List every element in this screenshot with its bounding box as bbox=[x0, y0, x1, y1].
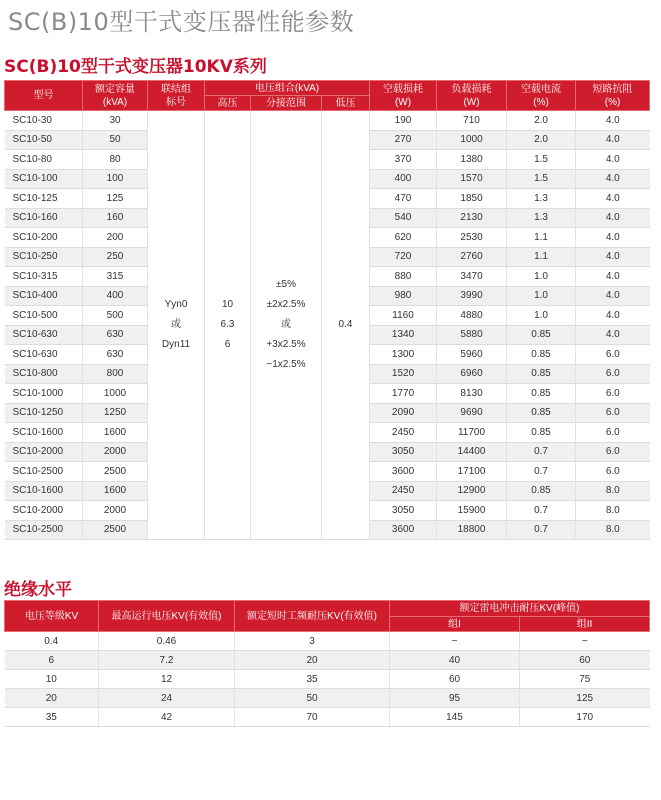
cell-impedance: 6.0 bbox=[576, 345, 650, 365]
cell-voltage-level: 20 bbox=[5, 689, 99, 708]
cell-noload-current: 0.85 bbox=[507, 403, 576, 423]
header-group-1: 组I bbox=[390, 617, 520, 632]
cell-noload-current: 1.5 bbox=[507, 169, 576, 189]
cell-noload-current: 1.3 bbox=[507, 189, 576, 209]
cell-noload-current: 1.5 bbox=[507, 150, 576, 170]
cell-group-2: 170 bbox=[520, 708, 650, 727]
cell-noload-current: 2.0 bbox=[507, 111, 576, 131]
cell-noload-loss: 720 bbox=[370, 247, 437, 267]
cell-load-loss: 3470 bbox=[437, 267, 507, 287]
cell-noload-loss: 1520 bbox=[370, 364, 437, 384]
cell-noload-loss: 3600 bbox=[370, 462, 437, 482]
cell-noload-loss: 540 bbox=[370, 208, 437, 228]
table-row bbox=[5, 111, 650, 131]
header-high-voltage: 高压 bbox=[205, 96, 251, 111]
cell-model: SC10-630 bbox=[5, 325, 83, 345]
cell-model: SC10-200 bbox=[5, 228, 83, 248]
cell-capacity: 80 bbox=[83, 150, 148, 170]
cell-noload-current: 0.85 bbox=[507, 423, 576, 443]
cell-model: SC10-2500 bbox=[5, 520, 83, 540]
header-noload-current: 空载电流 (%) bbox=[507, 81, 576, 111]
cell-noload-loss: 2090 bbox=[370, 403, 437, 423]
cell-max-voltage: 0.46 bbox=[99, 632, 235, 651]
cell-impedance: 4.0 bbox=[576, 150, 650, 170]
cell-short-time: 3 bbox=[235, 632, 390, 651]
cell-impedance: 4.0 bbox=[576, 325, 650, 345]
cell-noload-loss: 400 bbox=[370, 169, 437, 189]
cell-group-1: 40 bbox=[390, 651, 520, 670]
cell-capacity: 400 bbox=[83, 286, 148, 306]
cell-load-loss: 710 bbox=[437, 111, 507, 131]
cell-group-2: 75 bbox=[520, 670, 650, 689]
cell-load-loss: 5880 bbox=[437, 325, 507, 345]
cell-noload-current: 0.85 bbox=[507, 481, 576, 501]
cell-model: SC10-2000 bbox=[5, 501, 83, 521]
cell-impedance: 6.0 bbox=[576, 403, 650, 423]
cell-model: SC10-630 bbox=[5, 345, 83, 365]
header-voltage-combo: 电压组合(kVA) bbox=[205, 81, 370, 96]
insulation-table bbox=[4, 600, 650, 727]
section-title-insulation: 绝缘水平 bbox=[4, 580, 72, 600]
cell-noload-loss: 270 bbox=[370, 130, 437, 150]
cell-noload-loss: 1770 bbox=[370, 384, 437, 404]
cell-model: SC10-250 bbox=[5, 247, 83, 267]
cell-noload-current: 1.1 bbox=[507, 228, 576, 248]
cell-load-loss: 14400 bbox=[437, 442, 507, 462]
header-noload-loss: 空载损耗 (W) bbox=[370, 81, 437, 111]
cell-capacity: 50 bbox=[83, 130, 148, 150]
cell-noload-loss: 370 bbox=[370, 150, 437, 170]
header-capacity: 额定容量 (kVA) bbox=[83, 81, 148, 111]
cell-capacity: 1000 bbox=[83, 384, 148, 404]
cell-tap-range: ±5% ±2x2.5% 或 +3x2.5% −1x2.5% bbox=[251, 111, 322, 540]
cell-capacity: 630 bbox=[83, 325, 148, 345]
cell-load-loss: 17100 bbox=[437, 462, 507, 482]
cell-impedance: 6.0 bbox=[576, 423, 650, 443]
cell-load-loss: 6960 bbox=[437, 364, 507, 384]
cell-group-1: 145 bbox=[390, 708, 520, 727]
table-row bbox=[5, 689, 650, 708]
cell-low-voltage: 0.4 bbox=[322, 111, 370, 540]
cell-noload-loss: 980 bbox=[370, 286, 437, 306]
cell-short-time: 50 bbox=[235, 689, 390, 708]
cell-noload-loss: 1340 bbox=[370, 325, 437, 345]
spec-table-10kv bbox=[4, 80, 650, 540]
section-title-10kv: SC(B)10型干式变压器10KV系列 bbox=[4, 57, 267, 77]
cell-short-time: 20 bbox=[235, 651, 390, 670]
cell-max-voltage: 24 bbox=[99, 689, 235, 708]
cell-noload-current: 0.7 bbox=[507, 520, 576, 540]
cell-load-loss: 3990 bbox=[437, 286, 507, 306]
cell-capacity: 160 bbox=[83, 208, 148, 228]
cell-load-loss: 1000 bbox=[437, 130, 507, 150]
cell-max-voltage: 7.2 bbox=[99, 651, 235, 670]
table-row bbox=[5, 651, 650, 670]
cell-load-loss: 9690 bbox=[437, 403, 507, 423]
cell-load-loss: 2130 bbox=[437, 208, 507, 228]
cell-noload-current: 0.7 bbox=[507, 462, 576, 482]
header-low-voltage: 低压 bbox=[322, 96, 370, 111]
cell-noload-current: 0.85 bbox=[507, 345, 576, 365]
cell-noload-loss: 470 bbox=[370, 189, 437, 209]
cell-capacity: 200 bbox=[83, 228, 148, 248]
cell-noload-current: 0.85 bbox=[507, 384, 576, 404]
header-model: 型号 bbox=[5, 81, 83, 111]
cell-capacity: 1600 bbox=[83, 423, 148, 443]
cell-model: SC10-800 bbox=[5, 364, 83, 384]
cell-capacity: 2500 bbox=[83, 520, 148, 540]
cell-load-loss: 4880 bbox=[437, 306, 507, 326]
cell-load-loss: 11700 bbox=[437, 423, 507, 443]
cell-load-loss: 12900 bbox=[437, 481, 507, 501]
cell-connection-group: Yyn0 或 Dyn11 bbox=[148, 111, 205, 540]
header-impedance: 短路抗阻 (%) bbox=[576, 81, 650, 111]
cell-noload-loss: 3050 bbox=[370, 501, 437, 521]
cell-impedance: 4.0 bbox=[576, 189, 650, 209]
cell-model: SC10-1600 bbox=[5, 423, 83, 443]
cell-voltage-level: 6 bbox=[5, 651, 99, 670]
cell-model: SC10-125 bbox=[5, 189, 83, 209]
cell-impedance: 8.0 bbox=[576, 481, 650, 501]
cell-model: SC10-30 bbox=[5, 111, 83, 131]
cell-noload-current: 2.0 bbox=[507, 130, 576, 150]
cell-model: SC10-1000 bbox=[5, 384, 83, 404]
cell-short-time: 70 bbox=[235, 708, 390, 727]
cell-load-loss: 1570 bbox=[437, 169, 507, 189]
page-title: SC(B)10型干式变压器性能参数 bbox=[8, 8, 355, 36]
cell-noload-loss: 1160 bbox=[370, 306, 437, 326]
cell-group-2: − bbox=[520, 632, 650, 651]
cell-impedance: 4.0 bbox=[576, 267, 650, 287]
header-max-voltage: 最高运行电压KV(有效值) bbox=[99, 601, 235, 632]
cell-load-loss: 2760 bbox=[437, 247, 507, 267]
cell-noload-loss: 620 bbox=[370, 228, 437, 248]
cell-model: SC10-80 bbox=[5, 150, 83, 170]
cell-noload-current: 0.7 bbox=[507, 442, 576, 462]
header-tap-range: 分接范围 bbox=[251, 96, 322, 111]
cell-voltage-level: 10 bbox=[5, 670, 99, 689]
cell-model: SC10-50 bbox=[5, 130, 83, 150]
table-row bbox=[5, 632, 650, 651]
cell-max-voltage: 12 bbox=[99, 670, 235, 689]
cell-impedance: 6.0 bbox=[576, 442, 650, 462]
table-row bbox=[5, 708, 650, 727]
cell-load-loss: 18800 bbox=[437, 520, 507, 540]
cell-model: SC10-160 bbox=[5, 208, 83, 228]
cell-noload-loss: 190 bbox=[370, 111, 437, 131]
cell-capacity: 315 bbox=[83, 267, 148, 287]
cell-high-voltage: 10 6.3 6 bbox=[205, 111, 251, 540]
cell-group-1: 95 bbox=[390, 689, 520, 708]
cell-load-loss: 1850 bbox=[437, 189, 507, 209]
cell-impedance: 6.0 bbox=[576, 384, 650, 404]
cell-short-time: 35 bbox=[235, 670, 390, 689]
cell-impedance: 4.0 bbox=[576, 228, 650, 248]
cell-impedance: 4.0 bbox=[576, 286, 650, 306]
cell-model: SC10-2500 bbox=[5, 462, 83, 482]
cell-capacity: 100 bbox=[83, 169, 148, 189]
cell-noload-current: 1.0 bbox=[507, 267, 576, 287]
header-group: 联结组 标号 bbox=[148, 81, 205, 111]
header-load-loss: 负载损耗 (W) bbox=[437, 81, 507, 111]
cell-model: SC10-1250 bbox=[5, 403, 83, 423]
cell-model: SC10-1600 bbox=[5, 481, 83, 501]
cell-capacity: 630 bbox=[83, 345, 148, 365]
cell-capacity: 1600 bbox=[83, 481, 148, 501]
cell-impedance: 4.0 bbox=[576, 169, 650, 189]
cell-noload-current: 0.85 bbox=[507, 364, 576, 384]
cell-noload-current: 1.0 bbox=[507, 286, 576, 306]
cell-load-loss: 15900 bbox=[437, 501, 507, 521]
cell-noload-current: 1.1 bbox=[507, 247, 576, 267]
cell-capacity: 2000 bbox=[83, 501, 148, 521]
cell-group-1: 60 bbox=[390, 670, 520, 689]
cell-capacity: 2000 bbox=[83, 442, 148, 462]
cell-noload-current: 0.85 bbox=[507, 325, 576, 345]
cell-noload-current: 1.0 bbox=[507, 306, 576, 326]
cell-capacity: 30 bbox=[83, 111, 148, 131]
cell-model: SC10-100 bbox=[5, 169, 83, 189]
cell-noload-current: 1.3 bbox=[507, 208, 576, 228]
cell-capacity: 500 bbox=[83, 306, 148, 326]
cell-noload-loss: 3050 bbox=[370, 442, 437, 462]
cell-noload-loss: 2450 bbox=[370, 481, 437, 501]
cell-voltage-level: 35 bbox=[5, 708, 99, 727]
cell-capacity: 2500 bbox=[83, 462, 148, 482]
cell-impedance: 6.0 bbox=[576, 364, 650, 384]
header-short-time-withstand: 额定短时工频耐压KV(有效值) bbox=[235, 601, 390, 632]
cell-impedance: 6.0 bbox=[576, 462, 650, 482]
cell-impedance: 8.0 bbox=[576, 520, 650, 540]
cell-capacity: 125 bbox=[83, 189, 148, 209]
cell-noload-loss: 3600 bbox=[370, 520, 437, 540]
cell-load-loss: 2530 bbox=[437, 228, 507, 248]
cell-capacity: 800 bbox=[83, 364, 148, 384]
cell-noload-loss: 2450 bbox=[370, 423, 437, 443]
cell-capacity: 1250 bbox=[83, 403, 148, 423]
cell-impedance: 8.0 bbox=[576, 501, 650, 521]
cell-load-loss: 8130 bbox=[437, 384, 507, 404]
cell-impedance: 4.0 bbox=[576, 306, 650, 326]
cell-group-2: 60 bbox=[520, 651, 650, 670]
cell-load-loss: 1380 bbox=[437, 150, 507, 170]
cell-model: SC10-400 bbox=[5, 286, 83, 306]
cell-max-voltage: 42 bbox=[99, 708, 235, 727]
header-group-2: 组II bbox=[520, 617, 650, 632]
table-row bbox=[5, 670, 650, 689]
cell-impedance: 4.0 bbox=[576, 208, 650, 228]
cell-impedance: 4.0 bbox=[576, 247, 650, 267]
cell-capacity: 250 bbox=[83, 247, 148, 267]
header-impulse-withstand: 额定雷电冲击耐压KV(峰值) bbox=[390, 601, 650, 617]
cell-impedance: 4.0 bbox=[576, 111, 650, 131]
cell-voltage-level: 0.4 bbox=[5, 632, 99, 651]
cell-noload-loss: 1300 bbox=[370, 345, 437, 365]
header-voltage-level: 电压等级KV bbox=[5, 601, 99, 632]
cell-noload-current: 0.7 bbox=[507, 501, 576, 521]
cell-noload-loss: 880 bbox=[370, 267, 437, 287]
cell-impedance: 4.0 bbox=[576, 130, 650, 150]
cell-load-loss: 5960 bbox=[437, 345, 507, 365]
cell-group-1: − bbox=[390, 632, 520, 651]
cell-model: SC10-500 bbox=[5, 306, 83, 326]
cell-model: SC10-2000 bbox=[5, 442, 83, 462]
cell-model: SC10-315 bbox=[5, 267, 83, 287]
cell-group-2: 125 bbox=[520, 689, 650, 708]
